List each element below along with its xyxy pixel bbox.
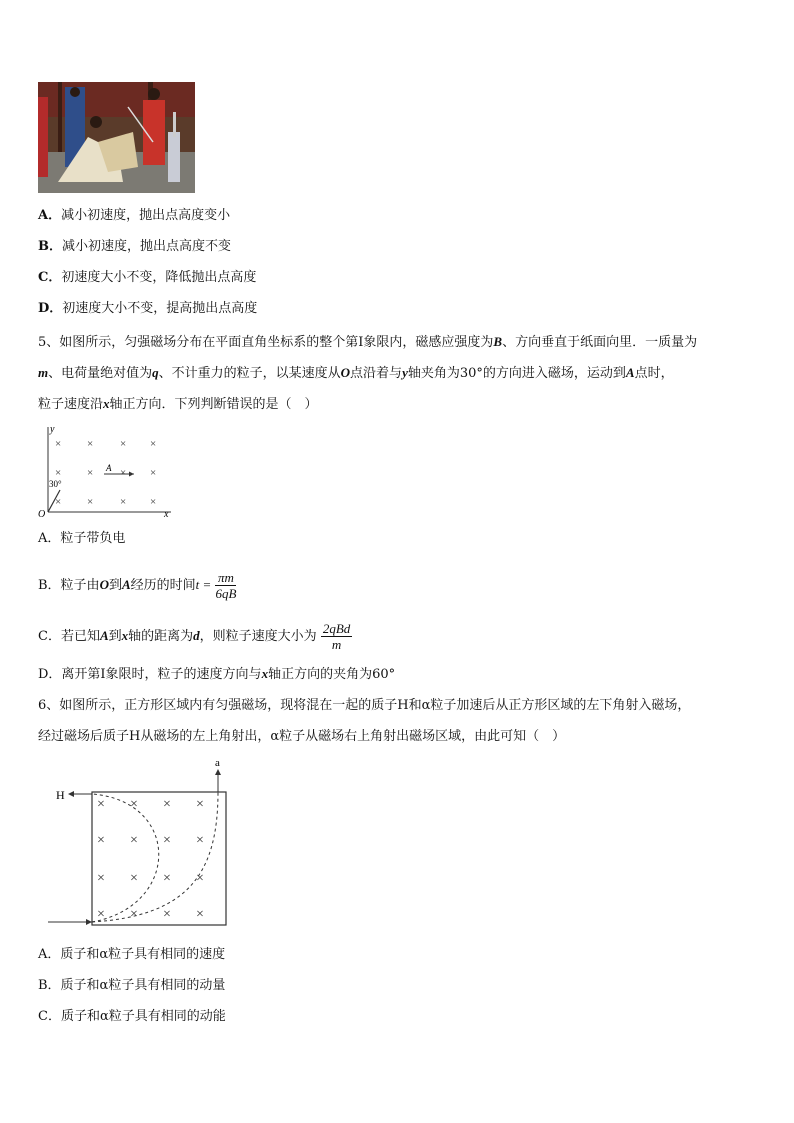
field-cross: ×	[55, 467, 62, 479]
field-cross: ×	[130, 833, 138, 848]
q6-stem-line1: 6、如图所示，正方形区域内有匀强磁场，现将混在一起的质子H和α粒子加速后从正方形区域的左下角射入磁场，	[38, 698, 691, 713]
q6-option-b: B．质子和α粒子具有相同的动量	[38, 978, 226, 993]
q4-option-a: A．减小初速度，抛出点高度变小	[38, 208, 231, 223]
q4-option-d: D．初速度大小不变，提高抛出点高度	[38, 301, 258, 316]
x-axis-label: x	[164, 509, 169, 519]
field-cross: ×	[130, 907, 138, 922]
q6-square-field-figure	[46, 756, 236, 931]
field-cross: ×	[163, 907, 171, 922]
q5-stem-line2: m、电荷量绝对值为q、不计重力的粒子，以某速度从O点沿着与y轴夹角为30°的方向进入磁场，运动到A点时，	[38, 365, 674, 381]
q6-option-c: C．质子和α粒子具有相同的动能	[38, 1009, 226, 1024]
field-cross: ×	[87, 438, 94, 450]
field-cross: ×	[55, 438, 62, 450]
time-fraction: $\frac{\pi m}{6qB}$	[215, 570, 237, 601]
q6-stem-line2: 经过磁场后质子H从磁场的左上角射出，α粒子从磁场右上角射出磁场区域，由此可知（ ）	[38, 729, 566, 744]
ceremony-photo	[38, 82, 195, 193]
q5-option-d: D．离开第Ⅰ象限时，粒子的速度方向与x轴正方向的夹角为60°	[38, 666, 396, 682]
field-cross: ×	[150, 467, 157, 479]
field-cross: ×	[150, 496, 157, 508]
q5-option-b: B．粒子由O到A经历的时间t = $\frac{\pi m}{6qB}$	[38, 570, 237, 601]
field-cross: ×	[87, 467, 94, 479]
field-cross: ×	[163, 833, 171, 848]
angle-label: 30°	[49, 479, 62, 489]
field-cross: ×	[87, 496, 94, 508]
field-cross: ×	[120, 438, 127, 450]
field-cross: ×	[196, 871, 204, 886]
field-cross: ×	[97, 871, 105, 886]
alpha-label: a	[215, 757, 220, 769]
field-cross: ×	[130, 797, 138, 812]
q5-option-a: A．粒子带负电	[38, 531, 126, 546]
field-cross: ×	[196, 833, 204, 848]
q4-option-b: B．减小初速度，抛出点高度不变	[38, 239, 232, 254]
q5-stem-line3: 粒子速度沿x轴正方向．下列判断错误的是（ ）	[38, 396, 318, 412]
field-cross: ×	[130, 871, 138, 886]
q5-option-c: C．若已知A到x轴的距离为d，则粒子速度大小为 $\frac{\text{2qBd}}{m}$	[38, 621, 351, 652]
y-axis-label: y	[50, 424, 55, 435]
speed-fraction: $\frac{\text{2qBd}}{m}$	[322, 621, 351, 652]
q5-stem-line1: 5、如图所示，匀强磁场分布在平面直角坐标系的整个第Ⅰ象限内，磁感应强度为B、方向垂直于纸面向里．一质量为	[38, 334, 698, 350]
proton-label: H	[56, 788, 65, 802]
field-cross: ×	[97, 907, 105, 922]
field-cross: ×	[163, 797, 171, 812]
field-cross: ×	[196, 907, 204, 922]
origin-label: O	[38, 509, 46, 519]
q4-option-c: C．初速度大小不变，降低抛出点高度	[38, 270, 257, 285]
field-cross: ×	[150, 438, 157, 450]
field-cross: ×	[97, 833, 105, 848]
q6-option-a: A．质子和α粒子具有相同的速度	[38, 947, 226, 962]
field-cross: ×	[163, 871, 171, 886]
field-cross: ×	[120, 467, 127, 479]
field-cross: ×	[97, 797, 105, 812]
q5-magnetic-field-figure	[36, 424, 176, 519]
point-a-label: A	[106, 463, 112, 473]
field-cross: ×	[196, 797, 204, 812]
field-cross: ×	[55, 496, 62, 508]
field-cross: ×	[120, 496, 127, 508]
